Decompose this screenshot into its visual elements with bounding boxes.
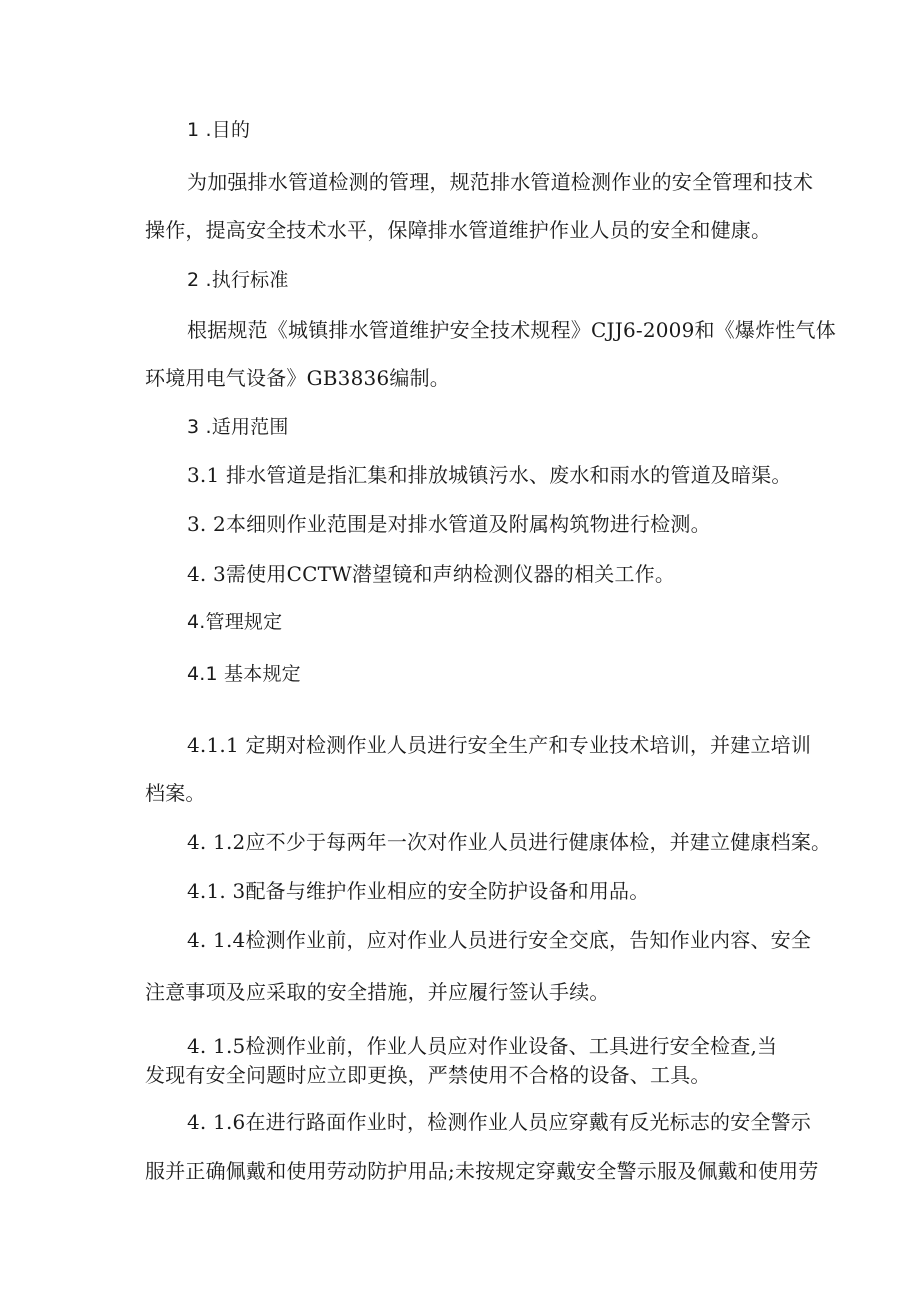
- section-2-paragraph-line-2: 环境用电气设备》GB3836编制。: [145, 366, 450, 390]
- section-2-paragraph-line-1: 根据规范《城镇排水管道维护安全技术规程》CJJ6-2009和《爆炸性气体: [187, 318, 836, 342]
- item-4-1-1-line-1: 4.1.1 定期对检测作业人员进行安全生产和专业技术培训，并建立培训: [187, 733, 812, 757]
- section-3-heading: 3 .适用范围: [187, 416, 289, 438]
- section-1-paragraph-line-2: 操作，提高安全技术水平，保障排水管道维护作业人员的安全和健康。: [145, 218, 772, 242]
- section-1-heading: 1 .目的: [187, 119, 251, 141]
- item-4-1-3: 4.1. 3配备与维护作业相应的安全防护设备和用品。: [187, 879, 650, 903]
- section-4-1-heading: 4.1 基本规定: [187, 663, 301, 685]
- item-4-1-1-line-2: 档案。: [145, 781, 206, 805]
- item-4-1-4-line-2: 注意事项及应采取的安全措施，并应履行签认手续。: [145, 980, 610, 1004]
- section-2-heading: 2 .执行标准: [187, 269, 289, 291]
- section-3-item-3: 4. 3需使用CCTW潜望镜和声纳检测仪器的相关工作。: [187, 562, 676, 586]
- section-3-item-2: 3. 2本细则作业范围是对排水管道及附属构筑物进行检测。: [187, 512, 711, 536]
- item-4-1-5-line-1: 4. 1.5检测作业前，作业人员应对作业设备、工具进行安全检查,当: [187, 1034, 778, 1058]
- item-4-1-2: 4. 1.2应不少于每两年一次对作业人员进行健康体检，并建立健康档案。: [187, 830, 832, 854]
- item-4-1-5-line-2: 发现有安全问题时应立即更换，严禁使用不合格的设备、工具。: [145, 1063, 711, 1087]
- item-4-1-4-line-1: 4. 1.4检测作业前，应对作业人员进行安全交底，告知作业内容、安全: [187, 928, 812, 952]
- item-4-1-6-line-1: 4. 1.6在进行路面作业时，检测作业人员应穿戴有反光标志的安全警示: [187, 1110, 812, 1134]
- section-1-paragraph-line-1: 为加强排水管道检测的管理，规范排水管道检测作业的安全管理和技术: [187, 170, 814, 194]
- item-4-1-6-line-2: 服并正确佩戴和使用劳动防护用品;未按规定穿戴安全警示服及佩戴和使用劳: [145, 1159, 819, 1183]
- section-4-heading: 4.管理规定: [187, 611, 283, 633]
- section-3-item-1: 3.1 排水管道是指汇集和排放城镇污水、废水和雨水的管道及暗渠。: [187, 463, 792, 487]
